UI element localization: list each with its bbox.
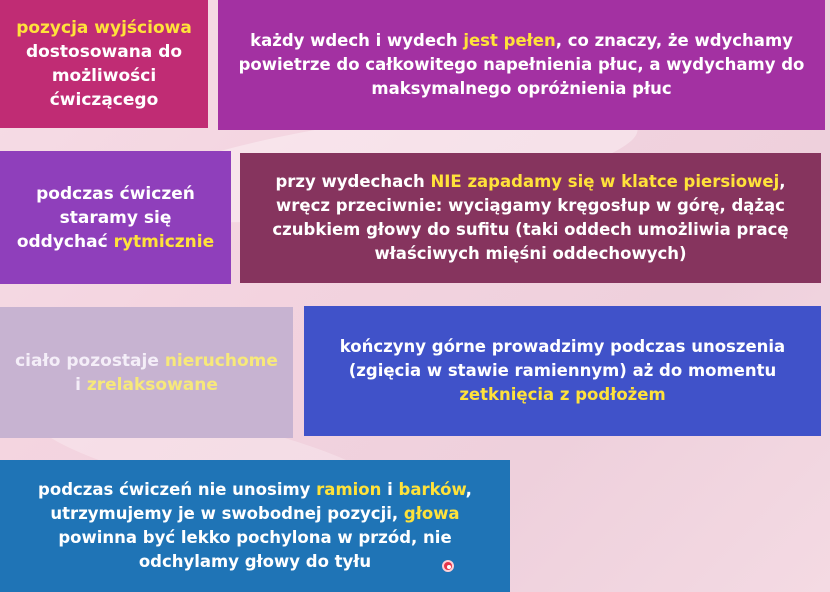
body-text: każdy wdech i wydech [250, 31, 464, 50]
body-text: i [75, 374, 87, 395]
tip-box-shoulders-head [0, 460, 510, 592]
highlight-text: pozycja wyjściowa [16, 18, 192, 38]
body-text: przy wydechach [275, 172, 431, 191]
body-text: , utrzymujemy je w swobodnej pozycji, [50, 480, 472, 523]
highlight-text: zrelaksowane [86, 374, 218, 395]
tip-box-full-breath [218, 0, 825, 130]
tip-text [254, 170, 807, 266]
highlight-text: NIE zapadamy się w klatce piersiowej [430, 172, 780, 191]
highlight-text: barków [398, 480, 466, 499]
pointer-cursor-icon [442, 560, 454, 572]
body-text: powinna być lekko pochylona w przód, nie odchylamy głowy do tyłu [58, 528, 452, 571]
body-text: kończyny górne prowadzimy podczas unoszenia (zgięcia w stawie ramiennym) aż do momentu [339, 337, 786, 380]
tip-box-upper-limbs [304, 306, 821, 436]
body-text: , co znaczy, że wdychamy powietrze do całkowitego napełnienia płuc, a wydychamy do maksymalnego opróżnienia płuc [238, 31, 805, 98]
highlight-text: zetknięcia z podłożem [459, 385, 666, 404]
tip-box-rhythmic-breathing [0, 151, 231, 284]
tip-text [318, 335, 807, 407]
tip-text [14, 16, 194, 112]
highlight-text: głowa [403, 504, 460, 523]
highlight-text: rytmicznie [113, 231, 215, 252]
body-text: podczas ćwiczeń staramy się oddychać [16, 183, 195, 252]
highlight-text: jest pełen [463, 31, 556, 50]
body-text: i [381, 480, 399, 499]
tip-text [14, 349, 279, 397]
tip-box-exhale-posture [240, 153, 821, 283]
tip-text [232, 29, 811, 101]
tip-text [14, 182, 217, 254]
highlight-text: ramion [316, 480, 382, 499]
tip-text [14, 478, 496, 574]
body-text: ciało pozostaje [15, 350, 165, 371]
body-text: dostosowana do możliwości ćwiczącego [25, 42, 183, 110]
body-text: , wręcz przeciwnie: wyciągamy kręgosłup w górę, dążąc czubkiem głowy do sufitu (taki oddech umożliwia pracę właściwych mięśni oddechowych) [272, 172, 789, 263]
tip-box-body-relaxed [0, 307, 293, 438]
highlight-text: nieruchome [164, 350, 278, 371]
tip-box-starting-position [0, 0, 208, 128]
body-text: podczas ćwiczeń nie unosimy [38, 480, 317, 499]
